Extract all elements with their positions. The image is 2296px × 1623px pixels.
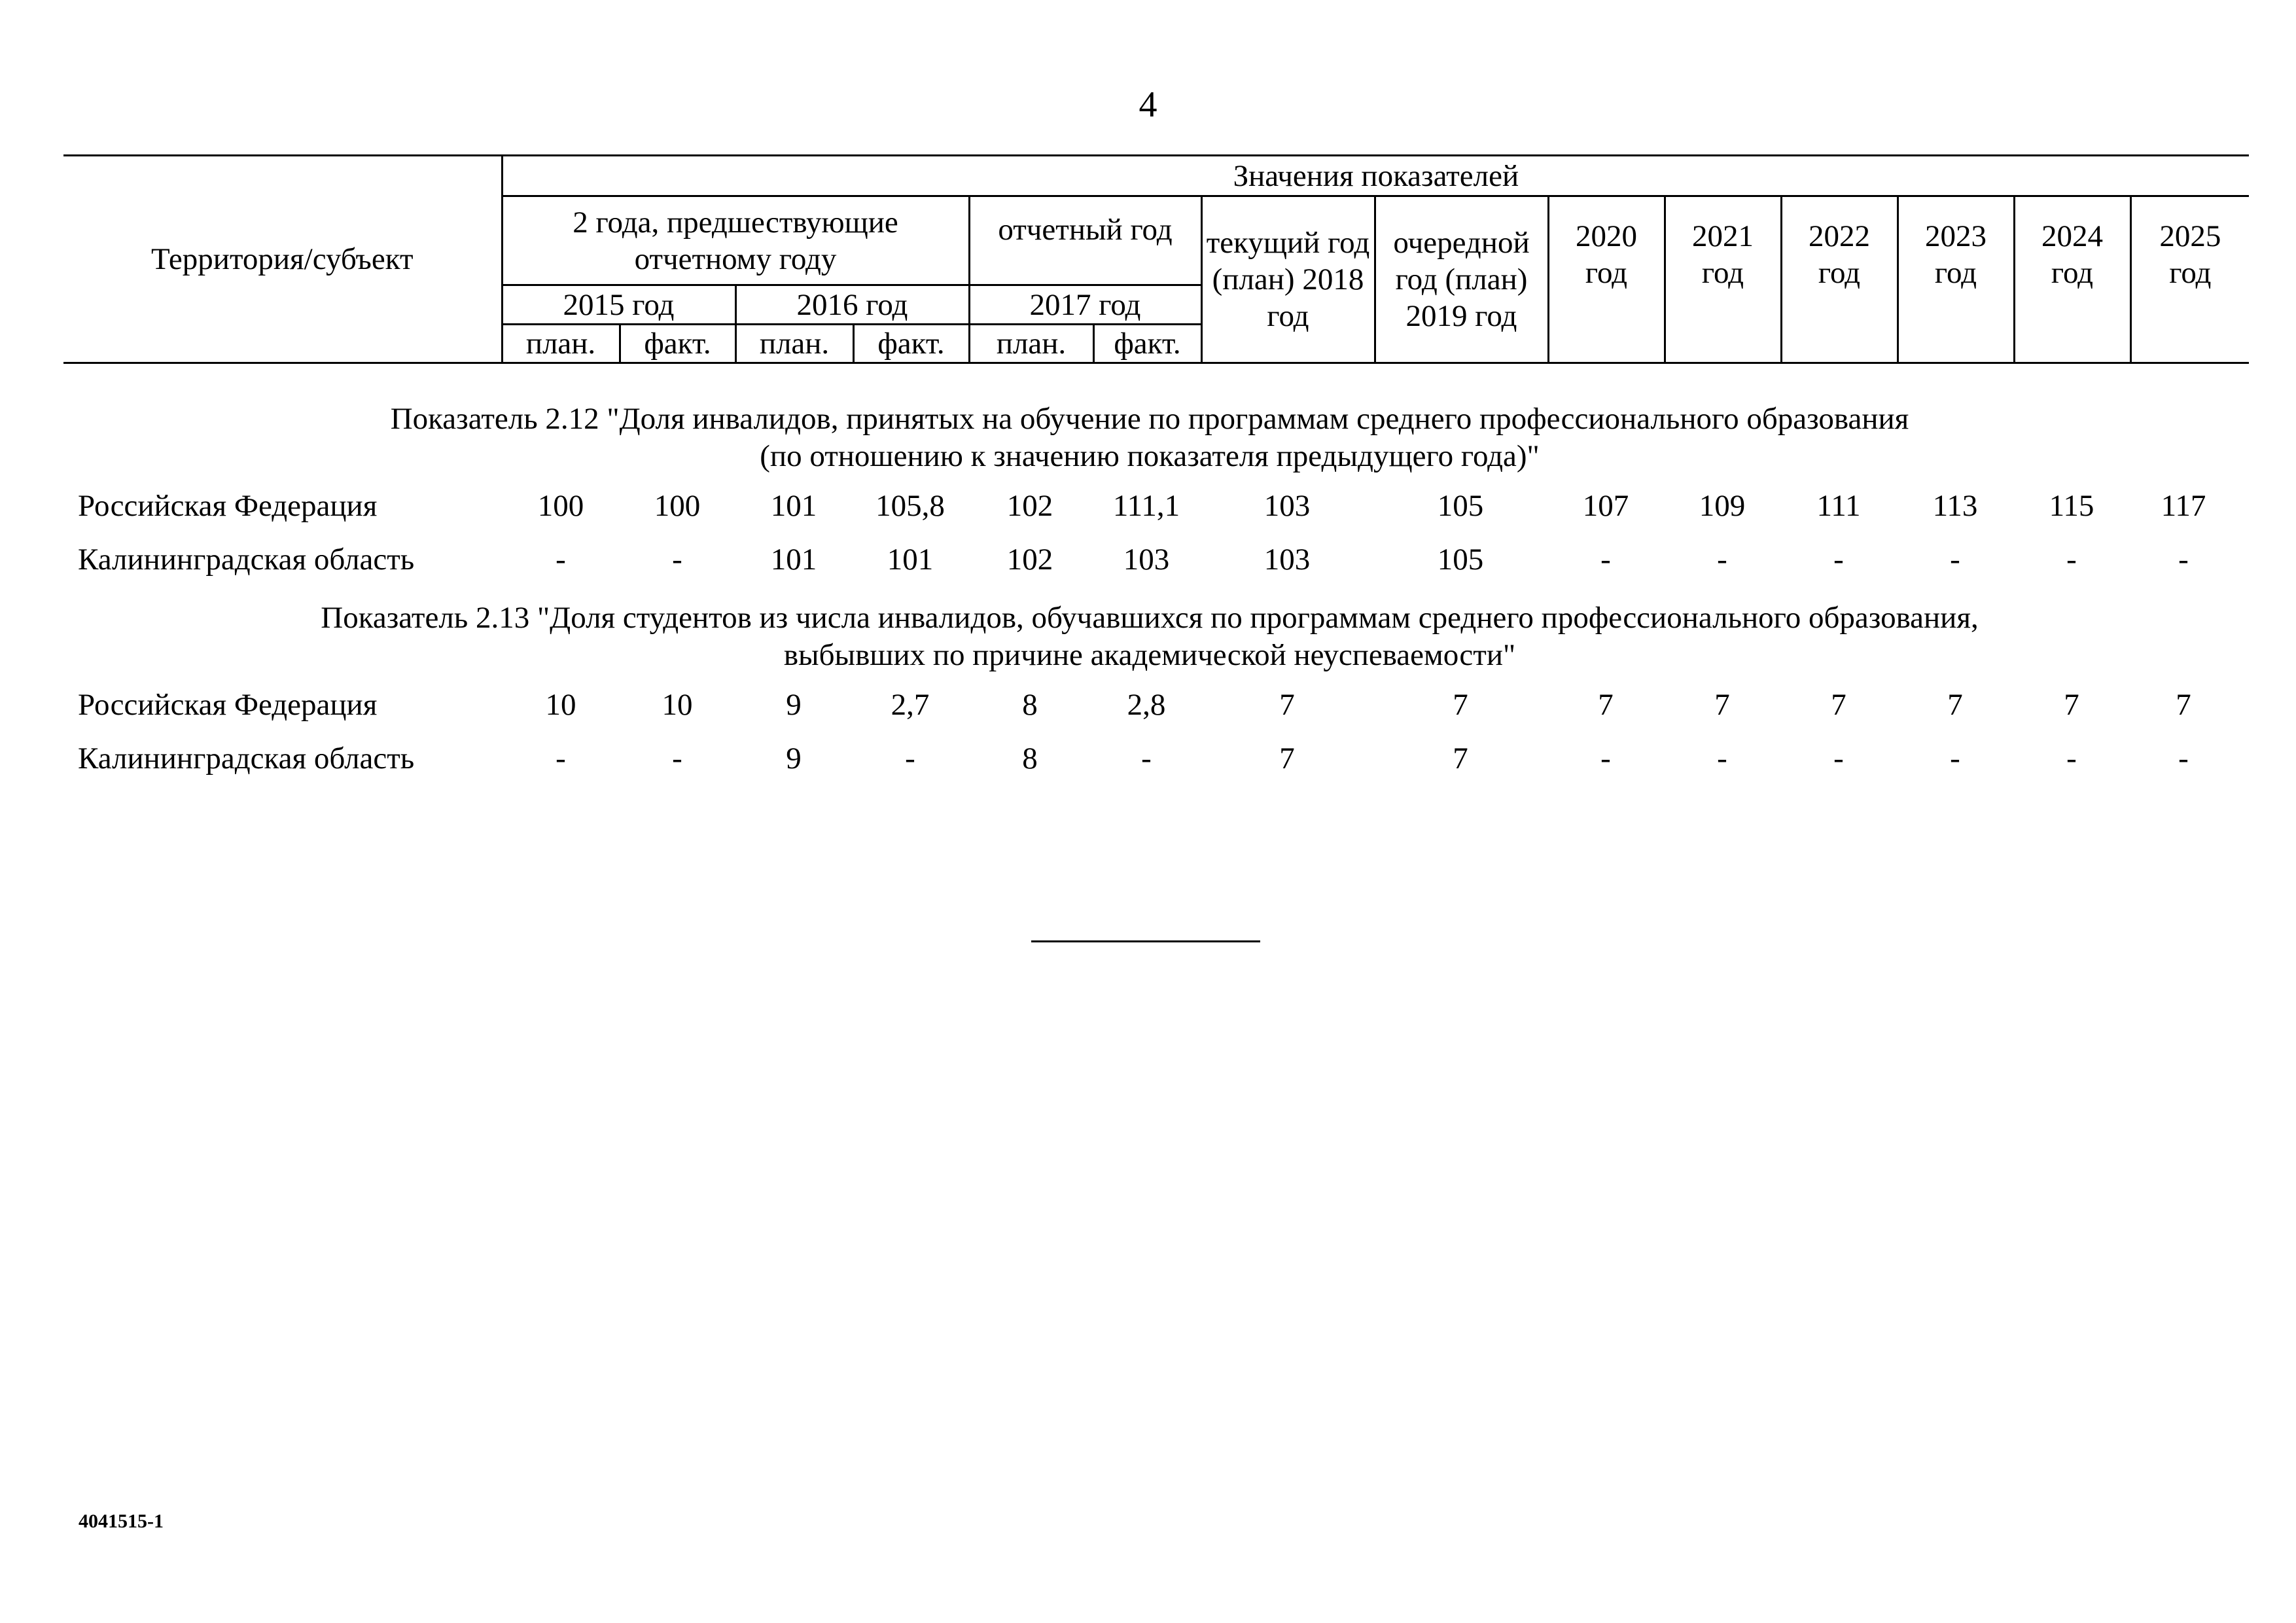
year-2023-header: 2023 год (1898, 196, 2014, 363)
reporting-year-header: отчетный год (969, 196, 1201, 285)
cell: 100 (537, 489, 584, 523)
cell: 7 (1947, 688, 1963, 722)
prior-years-header: 2 года, предшествующие отчетному году (502, 196, 969, 285)
indicator-2-13-section (63, 599, 2236, 785)
indicator-caption: Показатель 2.13 "Доля студентов из числа инвалидов, обучавшихся по программам среднего профессионального образования, (321, 601, 1979, 635)
end-divider (1031, 940, 1260, 942)
cell: 8 (1022, 688, 1038, 722)
cell: - (2178, 741, 2189, 776)
row-name: Калининградская область (78, 741, 415, 776)
cell: 7 (1598, 688, 1614, 722)
table-row (63, 479, 2236, 533)
year-2016-header: 2016 год (735, 285, 969, 325)
row-name: Российская Федерация (78, 489, 378, 523)
year-2021-header: 2021 год (1665, 196, 1781, 363)
cell: - (672, 741, 682, 776)
cell: 7 (1279, 688, 1295, 722)
cell: 117 (2161, 489, 2206, 523)
year-2025-header: 2025 год (2130, 196, 2249, 363)
cell: 7 (1453, 688, 1468, 722)
cell: - (1141, 741, 1152, 776)
cell: 105 (1437, 489, 1484, 523)
cell: - (556, 543, 566, 577)
plan-header: план. (735, 325, 853, 363)
cell: 111,1 (1112, 489, 1180, 523)
page-number: 4 (1139, 84, 1157, 125)
cell: 115 (2049, 489, 2094, 523)
indicator-caption: Показатель 2.12 "Доля инвалидов, принятых на обучение по программам среднего профессионального образования (390, 402, 1909, 436)
cell: - (2066, 741, 2077, 776)
current-year-header: текущий год (план) 2018 год (1201, 196, 1375, 363)
cell: 107 (1582, 489, 1629, 523)
cell: 2,7 (891, 688, 930, 722)
cell: 105 (1437, 543, 1484, 577)
cell: 7 (1831, 688, 1846, 722)
cell: - (1717, 741, 1727, 776)
cell: - (1950, 741, 1960, 776)
cell: 103 (1123, 543, 1170, 577)
cell: - (1833, 543, 1844, 577)
cell: - (1833, 741, 1844, 776)
cell: - (1600, 741, 1611, 776)
cell: 109 (1699, 489, 1746, 523)
table-row (63, 678, 2236, 732)
plan-header: план. (502, 325, 620, 363)
cell: 7 (1453, 741, 1468, 776)
table-row (63, 533, 2236, 586)
cell: - (1950, 543, 1960, 577)
cell: 101 (770, 543, 817, 577)
cell: - (672, 543, 682, 577)
row-name: Российская Федерация (78, 688, 378, 722)
cell: 9 (786, 688, 802, 722)
cell: 7 (1279, 741, 1295, 776)
cell: 7 (2176, 688, 2191, 722)
cell: 7 (1714, 688, 1730, 722)
year-2022-header: 2022 год (1781, 196, 1898, 363)
cell: 113 (1932, 489, 1978, 523)
indicator-caption: выбывших по причине академической неуспеваемости" (783, 638, 1516, 672)
cell: - (1717, 543, 1727, 577)
cell: 101 (770, 489, 817, 523)
cell: 7 (2064, 688, 2079, 722)
cell: 103 (1263, 543, 1311, 577)
cell: 111 (1816, 489, 1861, 523)
year-2024-header: 2024 год (2014, 196, 2130, 363)
indicator-values-header: Значения показателей (502, 156, 2249, 196)
indicator-table-header (63, 154, 2236, 364)
cell: - (556, 741, 566, 776)
indicator-caption: (по отношению к значению показателя предыдущего года)" (760, 439, 1540, 473)
next-year-header: очередной год (план) 2019 год (1375, 196, 1548, 363)
fact-header: факт. (1093, 325, 1201, 363)
cell: - (1600, 543, 1611, 577)
cell: 103 (1263, 489, 1311, 523)
year-2020-header: 2020 год (1548, 196, 1665, 363)
cell: 100 (654, 489, 701, 523)
fact-header: факт. (620, 325, 735, 363)
cell: 8 (1022, 741, 1038, 776)
table-row (63, 732, 2236, 785)
cell: 101 (887, 543, 934, 577)
cell: - (2066, 543, 2077, 577)
cell: 10 (662, 688, 693, 722)
year-2017-header: 2017 год (969, 285, 1201, 325)
cell: 102 (1006, 543, 1053, 577)
year-2015-header: 2015 год (502, 285, 735, 325)
fact-header: факт. (853, 325, 969, 363)
plan-header: план. (969, 325, 1093, 363)
cell: 10 (545, 688, 576, 722)
cell: 102 (1006, 489, 1053, 523)
cell: 9 (786, 741, 802, 776)
territory-header: Территория/субъект (63, 156, 502, 363)
row-name: Калининградская область (78, 543, 415, 577)
cell: 2,8 (1127, 688, 1166, 722)
cell: - (905, 741, 915, 776)
cell: 105,8 (875, 489, 945, 523)
cell: - (2178, 543, 2189, 577)
indicator-2-12-section (63, 401, 2236, 586)
document-code: 4041515-1 (79, 1510, 164, 1532)
